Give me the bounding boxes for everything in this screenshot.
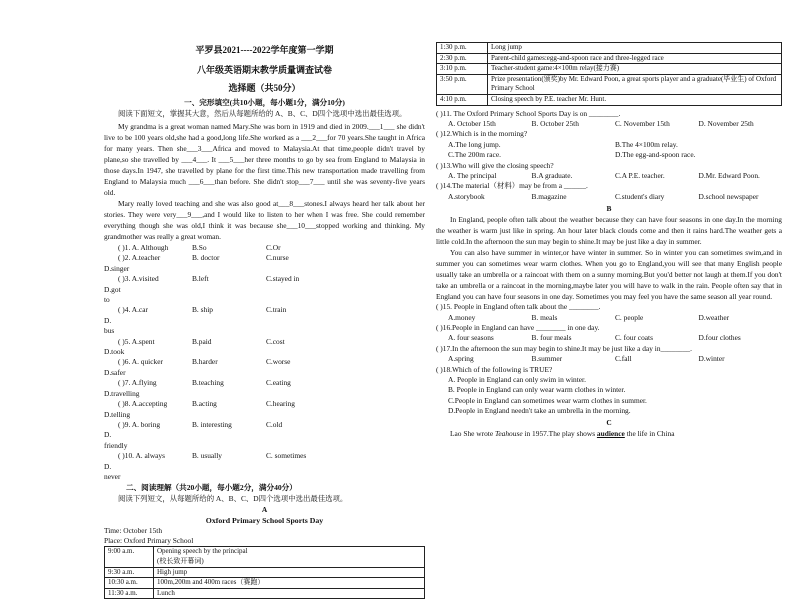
- option-text: A. People in England can only swim in winter.: [448, 375, 586, 385]
- schedule-event: Prize presentation(颁奖)by Mr. Edward Poon, a great sports player and a graduate(毕业生) of Oxford Primary School: [488, 74, 782, 94]
- passage-b-label: B: [606, 204, 612, 214]
- question-options: [436, 354, 782, 364]
- option-text: ( )7. A.flying: [118, 378, 157, 388]
- schedule-row: [437, 53, 782, 64]
- option-text: A. October 15th: [448, 118, 496, 128]
- schedule-time: 9:30 a.m.: [105, 567, 154, 578]
- cloze-instruction: 阅读下面短文，掌握其大意，然后从每题所给的 A、B、C、D四个选项中选出最佳选项。: [118, 109, 407, 118]
- question-stem: ( )15. People in England often talk about the ________.: [436, 302, 601, 312]
- option-text: ( )9. A. boring: [118, 419, 161, 429]
- cloze-paragraph-1: My grandma is a great woman named Mary.She was born in 1919 and died in 2009.___1___ she didn't live to be 100 years old,she had a good,long life.She worked as a ___2___for 70 years.She taught in Africa for many years. Then she___3___Africa and moved to Malaysia.At that time,people didn't travel by plane,so she travelled by ___4___. It ___5___her three months to go by sea from England to Malaysia in those days.In 1947, she travelled by plane for the first time.This new transportation made travelling from England to Malaysia much ___6___than before. She didn't stop___7___ until she was seventy-five years old.: [104, 122, 425, 197]
- option-text: D.four clothes: [698, 333, 741, 343]
- option-text: D. friendly: [104, 430, 128, 450]
- option-text: C.People in England can sometimes wear warm clothes in summer.: [448, 395, 647, 405]
- option-text: C.fall: [615, 354, 632, 364]
- option-text: B. usually: [192, 451, 222, 461]
- option-row: [104, 399, 425, 420]
- option-text: B.summer: [531, 354, 563, 364]
- option-text: C.cost: [266, 336, 285, 346]
- cloze-options: [104, 243, 425, 253]
- option-text: C.The 200m race.: [448, 150, 501, 160]
- option-text: A.spring: [448, 354, 474, 364]
- option-text: A.money: [448, 312, 476, 322]
- option-text: C.worse: [266, 357, 291, 367]
- option-text: C.hearing: [266, 399, 295, 409]
- option-row: [104, 378, 425, 399]
- part-title: 选择题（共50分）: [228, 83, 301, 93]
- option-text: B.paid: [192, 336, 212, 346]
- reading-heading: 二、阅读理解（共20小题，每小题2分，满分40分）: [126, 483, 297, 493]
- option-text: D.safer: [104, 367, 126, 377]
- exam-title: 平罗县2021----2022学年度第一学期: [195, 45, 334, 55]
- option-text: B.magazine: [531, 191, 567, 201]
- option-text: ( )2. A.teacher: [118, 253, 161, 263]
- option-text: D.singer: [104, 263, 130, 273]
- option-row: [104, 253, 425, 274]
- option-text: B.teaching: [192, 378, 224, 388]
- option-text: ( )10. A. always: [118, 451, 166, 461]
- schedule-row: [437, 94, 782, 105]
- cloze-heading: 一、完形填空(共10小题，每小题1分，满分10分): [184, 98, 345, 107]
- passage-b-paragraph-1: In England, people often talk about the weather because they can have four seasons in one day.In the morning the weather is warm just like in spring. An hour later black clouds come and then it rains hard.The weather gets a little cold.In the afternoon the sun may begin to shine.It may be just like a day in summer.: [436, 215, 782, 247]
- option-text: C.student's diary: [615, 191, 665, 201]
- option-text: D.The egg-and-spoon race.: [615, 150, 696, 160]
- question-options: [436, 333, 782, 343]
- question-stem: ( )17.In the afternoon the sun may begin to shine.It may be just like a day in________.: [436, 343, 692, 353]
- schedule-event: Lunch: [154, 588, 425, 599]
- option-row: [104, 451, 425, 482]
- questions-a: [436, 109, 782, 203]
- option-row: [104, 420, 425, 451]
- option-text: B.left: [192, 274, 209, 284]
- option-text: A. four seasons: [448, 333, 494, 343]
- option-text: C. four coats: [615, 333, 653, 343]
- option-text: A.storybook: [448, 191, 485, 201]
- option-text: D.school newspaper: [698, 191, 759, 201]
- question-options: [436, 313, 782, 323]
- option-text: D. November 25th: [698, 118, 754, 128]
- option-text: C. people: [615, 312, 644, 322]
- option-text: C.old: [266, 419, 283, 429]
- option-row: [104, 274, 425, 305]
- schedule-row: [437, 64, 782, 75]
- option-text: ( )4. A.car: [118, 305, 148, 315]
- cloze-option-list: [104, 253, 425, 482]
- schedule-time: 4:10 p.m.: [437, 94, 488, 105]
- passage-a-title: Oxford Primary School Sports Day: [205, 516, 324, 526]
- option-text: B.A graduate.: [531, 171, 573, 180]
- cloze-paragraph-2: Mary really loved teaching and she was also good at___8___stones.I always heard her talk about her stories. They were very___9___,and I would like to listen to her when I was free. She could remember everything though she was old,I think it was because she___10___stopped working and thinking. My grandmother was really a great woman.: [104, 199, 425, 241]
- schedule-event: Long jump: [488, 43, 782, 54]
- schedule-time: 1:30 p.m.: [437, 43, 488, 54]
- option-text: C.train: [266, 305, 287, 315]
- option-text: B. doctor: [192, 253, 220, 263]
- option-text: C. sometimes: [266, 451, 307, 461]
- option-text: C.nurse: [266, 253, 289, 263]
- option-row: ( )1. A. Although B.So C.Or: [118, 243, 281, 252]
- option-text: ( )8. A.accepting: [118, 399, 168, 409]
- option-text: B. ship: [192, 305, 213, 315]
- option-text: B.harder: [192, 357, 218, 367]
- question-options: [436, 192, 782, 202]
- option-text: D.winter: [698, 354, 725, 364]
- question-18: ( )18.Which of the following is TRUE?: [436, 364, 553, 374]
- questions-b: [436, 302, 782, 364]
- option-text: C.stayed in: [266, 274, 300, 284]
- option-text: D.Mr. Edward Poon.: [698, 171, 760, 180]
- question-stem: ( )12.Which is in the morning?: [436, 129, 528, 139]
- schedule-row: [437, 43, 782, 54]
- option-row: [104, 337, 425, 358]
- schedule-time: 10:30 a.m.: [105, 578, 154, 589]
- schedule-row: [105, 547, 425, 567]
- schedule-table-left: [104, 546, 425, 599]
- question-18-options: [436, 375, 782, 417]
- option-text: B.The 4×100m relay.: [615, 139, 678, 149]
- option-text: C.eating: [266, 378, 291, 388]
- option-text: D.People in England needn't take an umbrella in the morning.: [448, 406, 631, 416]
- passage-c-label: C: [606, 417, 612, 427]
- schedule-table-right: [436, 42, 782, 106]
- option-text: B. meals: [531, 312, 558, 322]
- left-column: [104, 40, 425, 599]
- option-text: A.The long jump.: [448, 139, 501, 149]
- question-stem: ( )16.People in England can have ________ in one day.: [436, 323, 600, 333]
- option-text: D.got to: [104, 284, 121, 305]
- option-text: C.A P.E. teacher.: [615, 171, 665, 180]
- schedule-event: Teacher-student game:4×100m relay(接力赛): [488, 64, 782, 75]
- option-text: D.took: [104, 347, 125, 357]
- option-text: B. interesting: [192, 419, 232, 429]
- question-stem: ( )14.The material（材料）may be from a ______.: [436, 181, 588, 191]
- time-line: Time: October 15th: [104, 526, 163, 536]
- passage-b-paragraph-2: You can also have summer in winter,or have winter in summer. So in winter you can sometimes swim,and in summer you can sometimes wear warm clothes. When you go to England,you will see that many English people usually take an umbrella or a raincoat with them on a sunny morning.But you'd better not laugh at them.If you don't take an umbrella or a raincoat in the morning,maybe later you will have to walk in the rain. People often say that in England you can have four seasons in one day. Sometimes you may feel you have the same season all year round.: [436, 248, 782, 302]
- schedule-time: 11:30 a.m.: [105, 588, 154, 599]
- option-text: D.weather: [698, 312, 730, 322]
- option-text: B. October 25th: [531, 118, 579, 128]
- option-text: ( )3. A.visited: [118, 274, 159, 284]
- schedule-event: High jump: [154, 567, 425, 578]
- option-text: D.travelling: [104, 388, 140, 398]
- passage-a-label: A: [261, 505, 268, 515]
- passage-c-text: Lao She wrote Teahouse in 1957.The play shows audience the life in China: [450, 428, 675, 438]
- schedule-time: 3:10 p.m.: [437, 64, 488, 75]
- option-text: B. People in England can only wear warm clothes in winter.: [448, 385, 626, 395]
- question-options: [436, 119, 782, 129]
- option-text: B.acting: [192, 399, 217, 409]
- schedule-row: [105, 567, 425, 578]
- schedule-row: [105, 578, 425, 589]
- question-stem: ( )13.Who will give the closing speech?: [436, 160, 554, 170]
- schedule-time: 2:30 p.m.: [437, 53, 488, 64]
- schedule-row: [105, 588, 425, 599]
- option-text: D. bus: [104, 315, 115, 336]
- option-text: D.telling: [104, 409, 131, 419]
- schedule-time: 3:50 p.m.: [437, 74, 488, 94]
- option-text: A. The principal: [448, 171, 497, 180]
- schedule-row: [437, 74, 782, 94]
- option-text: ( )6. A. quicker: [118, 357, 163, 367]
- schedule-event: Opening speech by the principal (校长致开幕词): [154, 547, 425, 567]
- option-row: [104, 357, 425, 378]
- exam-subtitle: 八年级英语期末教学质量调查试卷: [196, 65, 332, 75]
- question-stem: ( )11. The Oxford Primary School Sports Day is on ________.: [436, 108, 621, 118]
- schedule-event: Closing speech by P.E. teacher Mr. Hunt.: [488, 94, 782, 105]
- reading-instruction: 阅读下列短文，从每题所给的 A、B、C、D四个选项中选出最佳选项。: [118, 494, 348, 504]
- place-line: Place: Oxford Primary School: [104, 536, 194, 546]
- schedule-time: 9:00 a.m.: [105, 547, 154, 567]
- option-text: B. four meals: [531, 333, 572, 343]
- option-text: ( )5. A.spent: [118, 336, 155, 346]
- option-row: [104, 305, 425, 336]
- option-text: C. November 15th: [615, 118, 670, 128]
- question-options: [436, 171, 782, 181]
- question-options: [436, 140, 782, 161]
- schedule-event: Parent-child games:egg-and-spoon race and three-legged race: [488, 53, 782, 64]
- right-column: [436, 42, 782, 439]
- option-text: D. never: [104, 461, 121, 481]
- schedule-event: 100m,200m and 400m races（赛跑）: [154, 578, 425, 589]
